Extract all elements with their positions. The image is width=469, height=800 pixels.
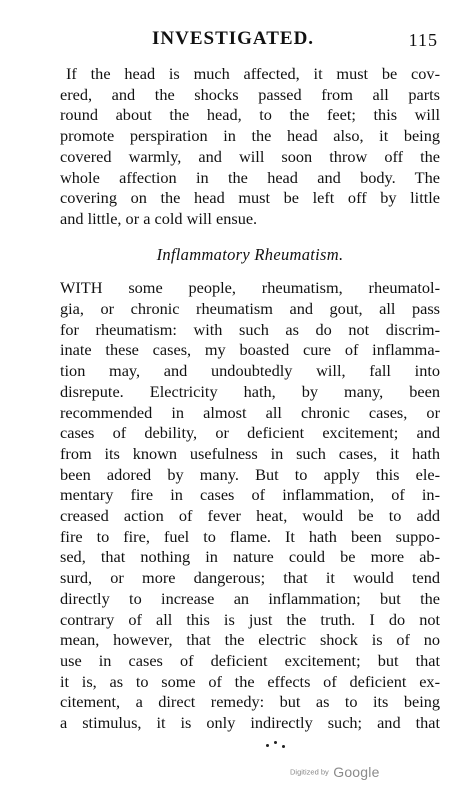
- text-line: whole affection in the head and body. The: [60, 167, 440, 187]
- text-line: covering on the head must be left off by little: [60, 188, 440, 208]
- text-line: gia, or chronic rheumatism and gout, all pass: [60, 299, 440, 319]
- watermark-prefix: Digitized by: [290, 767, 329, 777]
- text-line: and little, or a cold will ensue.: [60, 208, 258, 228]
- text-line: citement, a direct remedy: but as to its being: [60, 692, 440, 712]
- text-line: fire to fire, fuel to flame. It hath been suppo-: [60, 526, 440, 546]
- text-line: covered warmly, and will soon throw off the: [60, 146, 440, 166]
- page-number: 115: [408, 30, 438, 50]
- signature-mark: [266, 740, 288, 750]
- text-line: use in cases of deficient excitement; but that: [60, 650, 440, 670]
- text-line: disrepute. Electricity hath, by many, been: [60, 381, 440, 401]
- text-line: for rheumatism: with such as do not discrim-: [60, 319, 440, 339]
- running-head: [60, 28, 438, 52]
- paragraph-inflammatory-rheumatism: [60, 278, 440, 733]
- text-line: from its known usefulness in such cases, it hath: [60, 443, 440, 463]
- text-line: a stimulus, it is only indirectly such; and that: [60, 713, 440, 733]
- text-line: sed, that nothing in nature could be more ab-: [60, 547, 440, 567]
- text-line: surd, or more dangerous; that it would tend: [60, 568, 440, 588]
- text-line: mentary fire in cases of inflammation, of in-: [60, 485, 440, 505]
- text-line: ered, and the shocks passed from all parts: [60, 84, 440, 104]
- text-line: round about the head, to the feet; this will: [60, 105, 440, 125]
- text-line: inate these cases, my boasted cure of inflamma-: [60, 340, 440, 360]
- text-line: it is, as to some of the effects of deficient ex-: [60, 671, 440, 691]
- text-line: tion may, and undoubtedly will, fall into: [60, 361, 440, 381]
- text-line: creased action of fever heat, would be to add: [60, 506, 440, 526]
- section-heading: Inflammatory Rheumatism.: [156, 244, 344, 264]
- text-line: promote perspiration in the head also, it being: [60, 126, 440, 146]
- body-text: [60, 64, 440, 734]
- text-line: mean, however, that the electric shock is of no: [60, 630, 440, 650]
- text-line: recommended in almost all chronic cases, or: [60, 402, 440, 422]
- text-line: directly to increase an inflammation; but the: [60, 588, 440, 608]
- running-title: INVESTIGATED.: [152, 28, 315, 49]
- text-line: cases of debility, or deficient excitement; and: [60, 423, 440, 443]
- paragraph-head-covering: [60, 64, 440, 230]
- text-line: If the head is much affected, it must be cov-: [66, 64, 440, 83]
- text-line: contrary of all this is just the truth. I do not: [60, 609, 440, 629]
- text-line: been adored by many. But to apply this ele-: [60, 464, 440, 484]
- digitized-watermark: [290, 763, 380, 781]
- text-line: WITH some people, rheumatism, rheumatol-: [60, 278, 440, 298]
- watermark-brand: Google: [333, 763, 380, 780]
